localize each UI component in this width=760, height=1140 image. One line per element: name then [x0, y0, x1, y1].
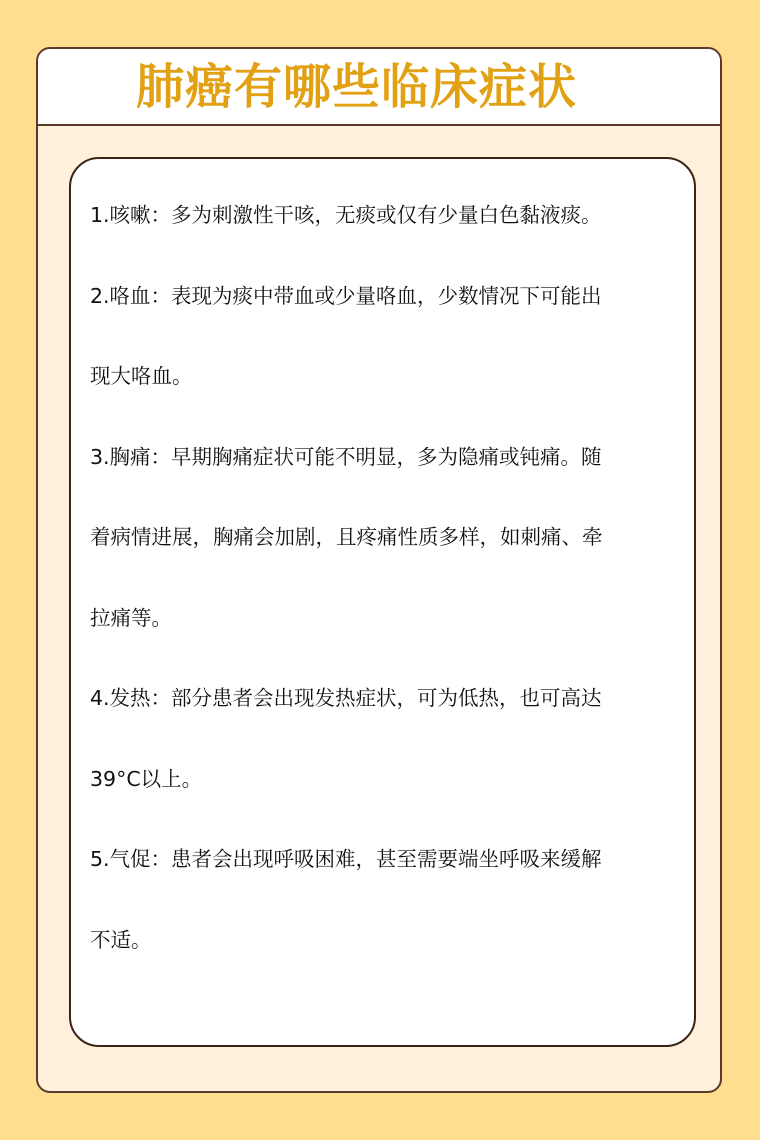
text-line: 5.气促：患者会出现呼吸困难，甚至需要端坐呼吸来缓解 — [90, 847, 602, 871]
text-line: 1.咳嗽：多为刺激性干咳，无痰或仅有少量白色黏液痰。 — [90, 203, 602, 227]
text-line: 2.咯血：表现为痰中带血或少量咯血，少数情况下可能出 — [90, 283, 602, 308]
text-line: 3.胸痛：早期胸痛症状可能不明显，多为隐痛或钝痛。随 — [90, 444, 602, 469]
text-line: 不适。 — [90, 927, 152, 952]
text-line: 拉痛等。 — [90, 605, 172, 630]
text-line: 39°C以上。 — [90, 766, 203, 791]
card-header — [38, 49, 720, 126]
info-card — [36, 47, 722, 1093]
text-line: 4.发热：部分患者会出现发热症状，可为低热，也可高达 — [90, 686, 602, 710]
text-line: 着病情进展，胸痛会加剧，且疼痛性质多样，如刺痛、牵 — [90, 525, 603, 549]
symptoms-panel — [69, 157, 696, 1047]
text-line: 现大咯血。 — [90, 364, 193, 388]
page-title: 肺癌有哪些临床症状 — [136, 59, 578, 115]
